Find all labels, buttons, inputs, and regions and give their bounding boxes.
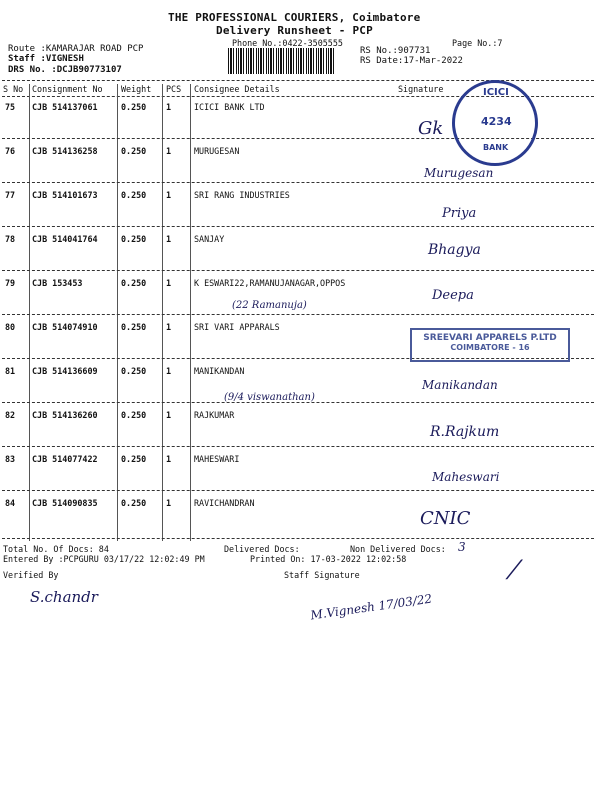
- delivered-docs: Delivered Docs:: [224, 544, 300, 554]
- signature: Murugesan: [424, 166, 494, 180]
- row-pcs: 1: [166, 498, 172, 508]
- col-signature: Signature: [398, 84, 444, 94]
- page-number: Page No.:7: [452, 38, 503, 48]
- row-consignment: CJB 514074910: [32, 322, 98, 332]
- staff-signature-label: Staff Signature: [284, 570, 360, 580]
- row-sno: 82: [5, 410, 16, 420]
- row-consignee: SRI VARI APPARALS: [194, 322, 280, 332]
- row-weight: 0.250: [121, 454, 147, 464]
- row-consignee: MAHESWARI: [194, 454, 240, 464]
- row-sno: 80: [5, 322, 16, 332]
- row-consignee: SRI RANG INDUSTRIES: [194, 190, 290, 200]
- row-consignment: CJB 514137061: [32, 102, 98, 112]
- divider: [2, 270, 594, 271]
- verified-by: Verified By: [3, 570, 59, 580]
- col-pcs: PCS: [166, 84, 182, 94]
- signature-mark: ⁄: [512, 556, 517, 586]
- row-consignee: SANJAY: [194, 234, 225, 244]
- verifier-signature: S.chandr: [30, 588, 98, 606]
- barcode: [228, 48, 336, 74]
- drs-number: DRS No. :DCJB90773107: [8, 65, 122, 75]
- row-consignment: CJB 514101673: [32, 190, 98, 200]
- row-weight: 0.250: [121, 366, 147, 376]
- rs-number: RS No.:907731: [360, 46, 431, 56]
- route: Route :KAMARAJAR ROAD PCP: [8, 44, 144, 54]
- handwritten-note: (22 Ramanuja): [232, 300, 307, 311]
- col-sno: S No: [3, 84, 24, 94]
- row-pcs: 1: [166, 366, 172, 376]
- row-weight: 0.250: [121, 322, 147, 332]
- row-pcs: 1: [166, 102, 172, 112]
- handwritten-note: (9/4 viswanathan): [224, 392, 315, 403]
- divider: [2, 446, 594, 447]
- row-pcs: 1: [166, 322, 172, 332]
- row-consignment: CJB 153453: [32, 278, 83, 288]
- row-pcs: 1: [166, 410, 172, 420]
- phone-number: Phone No.:0422-3505555: [232, 38, 343, 48]
- row-weight: 0.250: [121, 234, 147, 244]
- row-pcs: 1: [166, 190, 172, 200]
- stamp-text: BANK: [483, 143, 509, 152]
- company-name: THE PROFESSIONAL COURIERS, Coimbatore: [168, 11, 421, 24]
- bank-stamp: [452, 80, 538, 166]
- divider: [2, 490, 594, 491]
- col-consignment: Consignment No: [32, 84, 103, 94]
- row-consignee: MANIKANDAN: [194, 366, 245, 376]
- row-consignee: MURUGESAN: [194, 146, 240, 156]
- signature: Priya: [442, 206, 477, 221]
- column-line: [190, 84, 191, 541]
- signature: Deepa: [432, 288, 474, 303]
- row-pcs: 1: [166, 146, 172, 156]
- row-consignee: ICICI BANK LTD: [194, 102, 265, 112]
- sheet-title: Delivery Runsheet - PCP: [216, 24, 373, 37]
- row-sno: 83: [5, 454, 16, 464]
- total-docs: Total No. Of Docs: 84: [3, 544, 109, 554]
- row-consignment: CJB 514077422: [32, 454, 98, 464]
- row-weight: 0.250: [121, 102, 147, 112]
- col-consignee: Consignee Details: [194, 84, 280, 94]
- stamp-text: COIMBATORE - 16: [450, 343, 530, 352]
- row-weight: 0.250: [121, 278, 147, 288]
- stamp-text: ICICI: [483, 87, 509, 98]
- signature: Maheswari: [432, 470, 500, 484]
- signature: Manikandan: [422, 378, 498, 392]
- row-weight: 0.250: [121, 190, 147, 200]
- staff: Staff :VIGNESH: [8, 54, 84, 64]
- row-sno: 79: [5, 278, 16, 288]
- rs-date: RS Date:17-Mar-2022: [360, 56, 463, 66]
- row-consignment: CJB 514136260: [32, 410, 98, 420]
- row-sno: 81: [5, 366, 16, 376]
- row-weight: 0.250: [121, 410, 147, 420]
- divider: [2, 226, 594, 227]
- signature: R.Rajkum: [430, 424, 500, 440]
- row-consignment: CJB 514136609: [32, 366, 98, 376]
- staff-signature: M.Vignesh 17/03/22: [309, 591, 433, 623]
- col-weight: Weight: [121, 84, 152, 94]
- row-sno: 84: [5, 498, 16, 508]
- row-consignee: RAVICHANDRAN: [194, 498, 255, 508]
- column-line: [29, 84, 30, 541]
- row-consignee: K ESWARI22,RAMANUJANAGAR,OPPOS: [194, 278, 346, 288]
- divider: [2, 314, 594, 315]
- row-sno: 78: [5, 234, 16, 244]
- signature: Gk: [418, 118, 444, 139]
- row-pcs: 1: [166, 278, 172, 288]
- row-weight: 0.250: [121, 146, 147, 156]
- row-pcs: 1: [166, 234, 172, 244]
- stamp-text: SREEVARI APPARELS P.LTD: [423, 333, 557, 343]
- row-consignment: CJB 514090835: [32, 498, 98, 508]
- divider: [2, 538, 594, 539]
- row-consignee: RAJKUMAR: [194, 410, 235, 420]
- stamp-text: 4234: [481, 115, 512, 128]
- printed-on: Printed On: 17-03-2022 12:02:58: [250, 554, 407, 564]
- row-sno: 77: [5, 190, 16, 200]
- row-sno: 75: [5, 102, 16, 112]
- divider: [2, 182, 594, 183]
- signature: CNIC: [420, 508, 471, 529]
- non-delivered-value: 3: [458, 540, 466, 554]
- row-weight: 0.250: [121, 498, 147, 508]
- divider: [2, 402, 594, 403]
- non-delivered-docs: Non Delivered Docs:: [350, 544, 446, 554]
- company-stamp: [410, 328, 570, 362]
- column-line: [117, 84, 118, 541]
- signature: Bhagya: [428, 242, 481, 258]
- row-pcs: 1: [166, 454, 172, 464]
- column-line: [162, 84, 163, 541]
- row-consignment: CJB 514041764: [32, 234, 98, 244]
- entered-by: Entered By :PCPGURU 03/17/22 12:02:49 PM: [3, 554, 205, 564]
- row-sno: 76: [5, 146, 16, 156]
- row-consignment: CJB 514136258: [32, 146, 98, 156]
